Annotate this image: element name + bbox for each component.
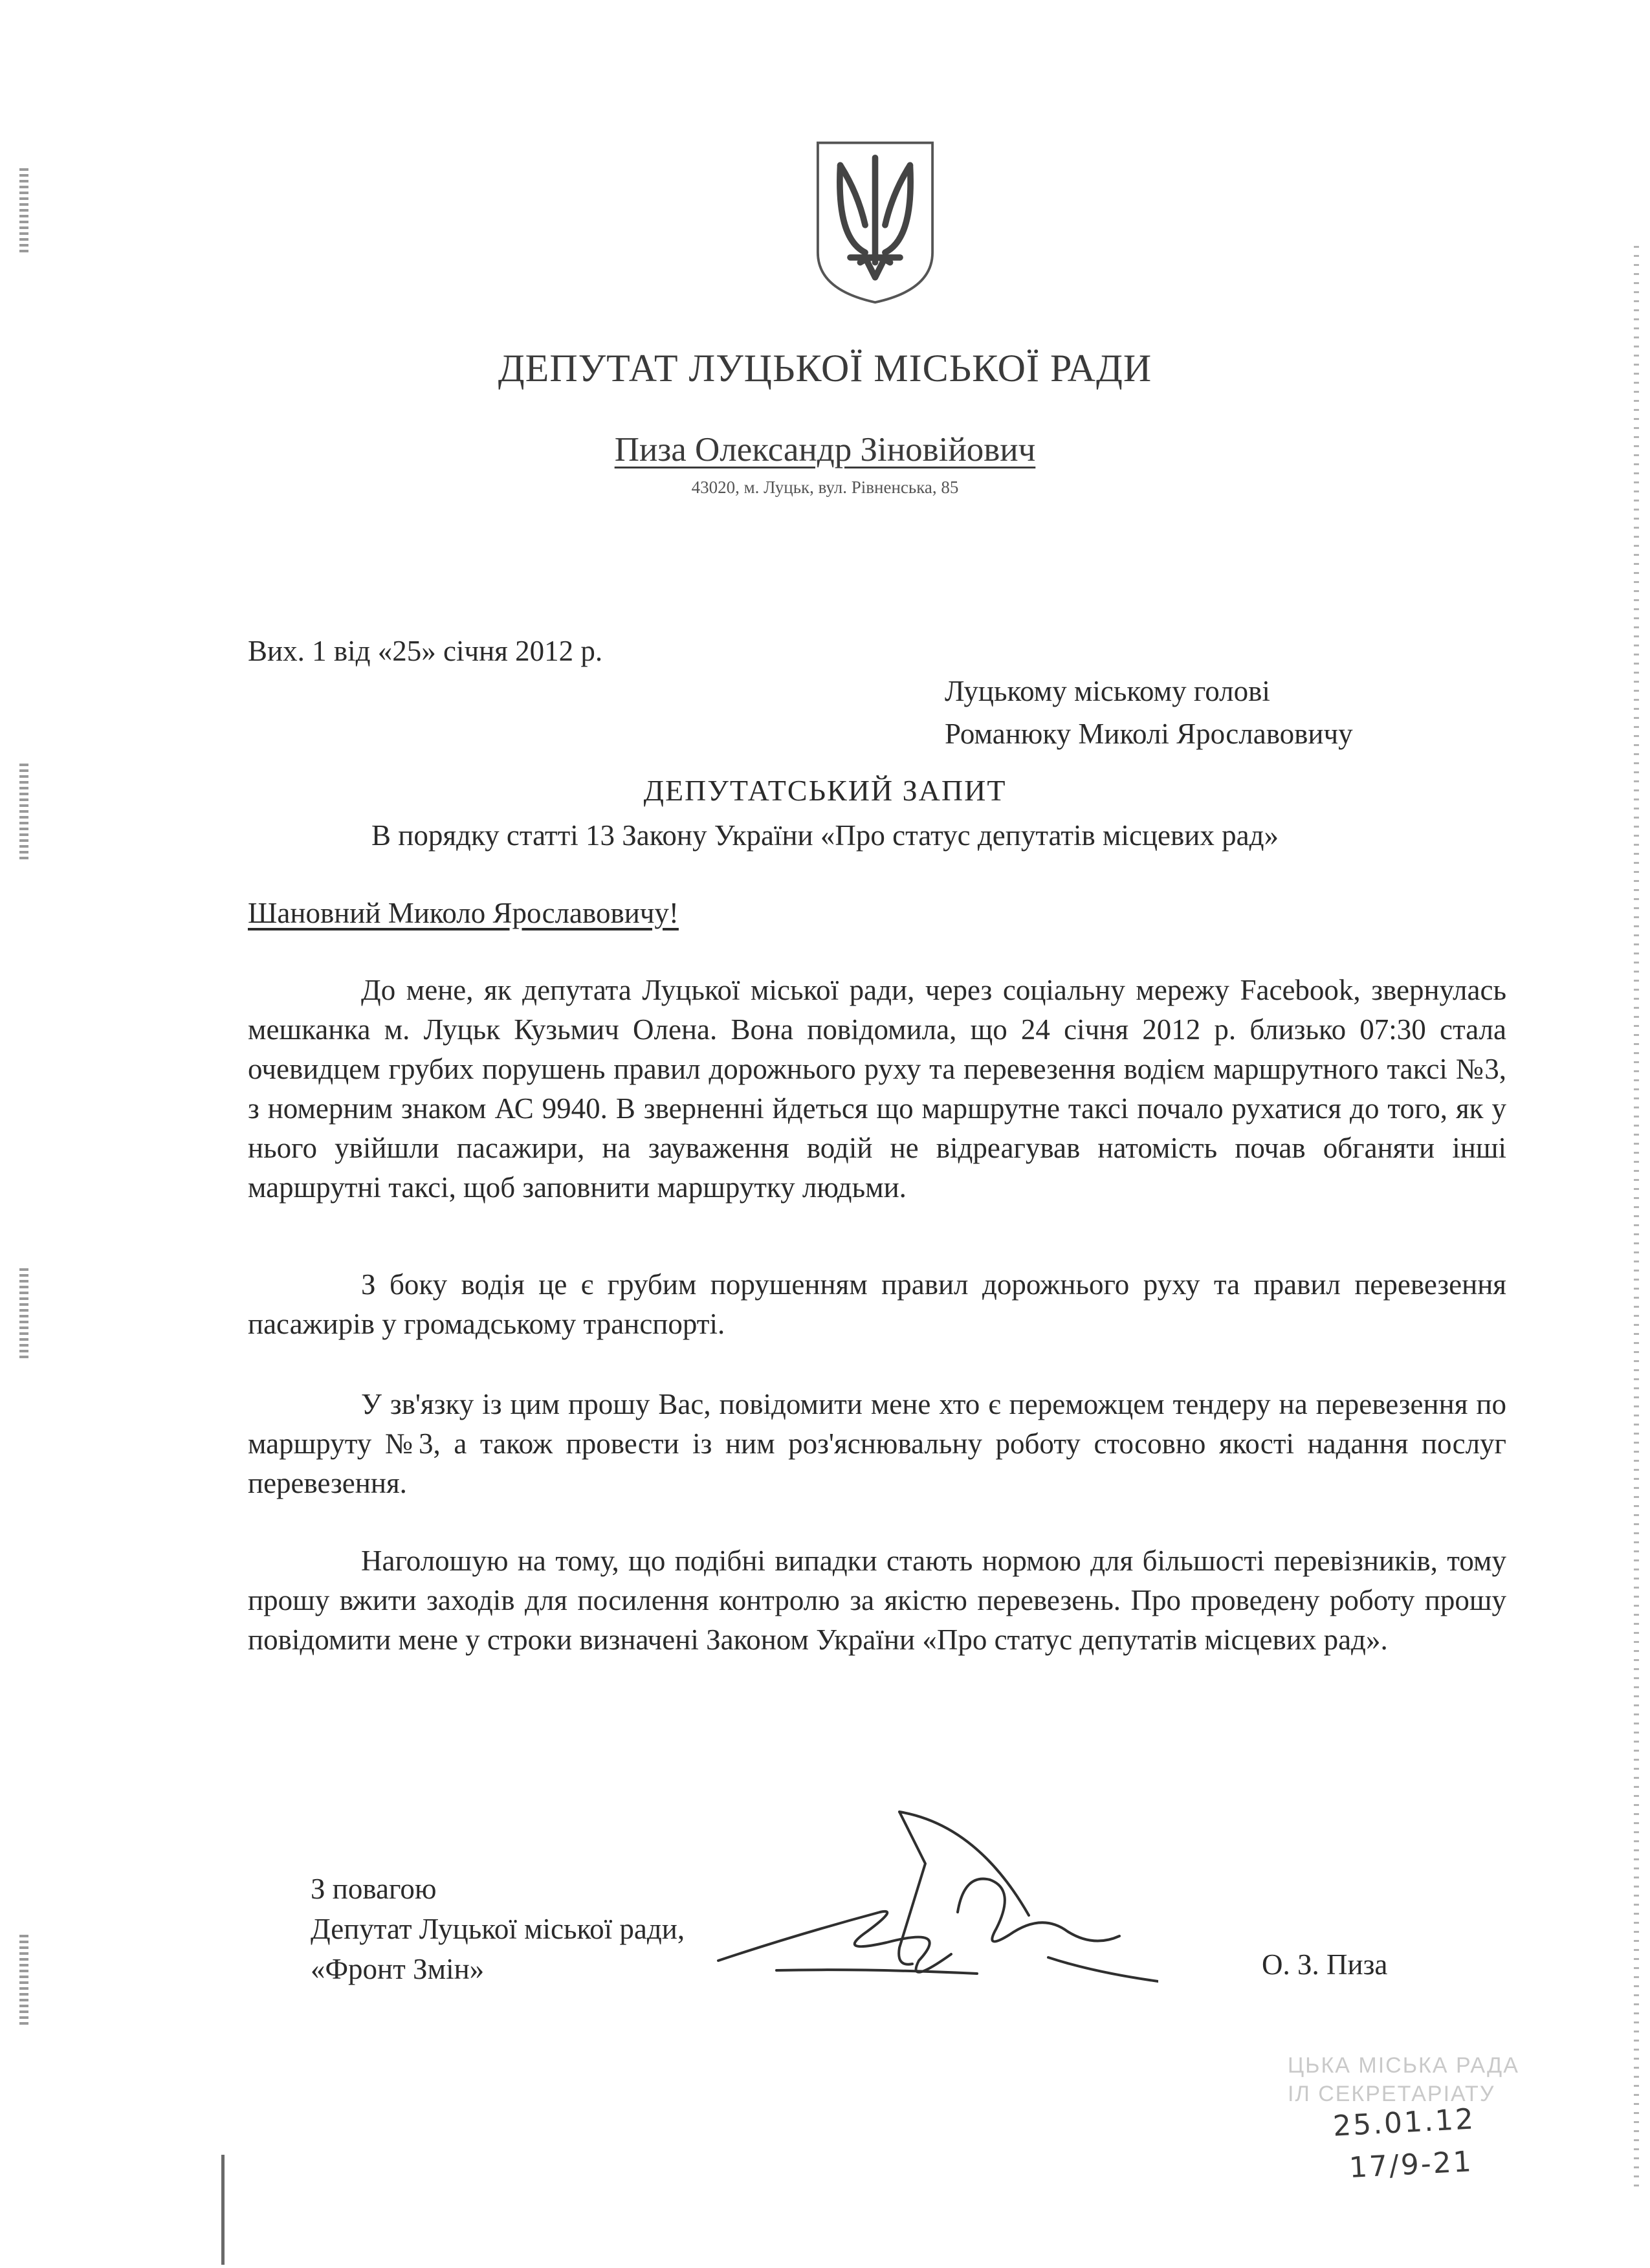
closing-block [311,1869,685,1989]
addressee-position: Луцькому міському голові [945,675,1270,707]
stamp-line-1: ЦЬКА МІСЬКА РАДА [1288,2053,1519,2078]
handwritten-registration-date: 25.01.12 [1332,2102,1477,2143]
body-paragraph-4: Наголошую на тому, що подібні випадки стають нормою для більшості перевізників, тому прошу вжити заходів для посилення контролю за якістю перевезень. Про проведену роботу прошу повідомити мене у строки визначені Законом України «Про статус депутатів місцевих рад». [248,1545,1506,1656]
salutation: Шановний Миколо Ярославовичу! [248,897,679,929]
closing-position: Депутат Луцької міської ради, [311,1913,685,1945]
deputy-name [0,430,1650,469]
outgoing-number-date: Вих. 1 від «25» січня 2012 р. [248,635,603,667]
closing-faction: «Фронт Змін» [311,1953,485,1985]
body-paragraph-1: До мене, як депутата Луцької міської ради, через соціальну мережу Facebook, звернулась мешканка м. Луцьк Кузьмич Олена. Вона повідомила, що 24 січня 2012 р. близько 07:30 стала очевидцем грубих порушень правил дорожнього руху та перевезення водієм маршрутного таксі №3, з номерним знаком АС 9940. В зверненні йдеться що маршрутне таксі почало рухатися до того, як у нього увійшли пасажири, на зауваження водій не відреагував натомість почав обганяти інші маршрутні таксі, щоб заповнити маршрутку людьми. [248,974,1506,1204]
handwritten-signature [705,1799,1158,1999]
addressee-block [945,670,1353,755]
letterhead-title: ДЕПУТАТ ЛУЦЬКОЇ МІСЬКОЇ РАДИ [498,347,1152,390]
stamp-line-2: ІЛ СЕКРЕТАРІАТУ [1288,2082,1495,2106]
scan-edge-mark [19,764,28,861]
body-paragraph-3: У зв'язку із цим прошу Вас, повідомити мене хто є переможцем тендеру на перевезення по маршруту №3, а також провести із ним роз'яснювальну роботу стосовно якості надання послуг перевезення. [248,1388,1506,1499]
addressee-name: Романюку Миколі Ярославовичу [945,718,1353,750]
scan-edge-mark [19,1268,28,1359]
closing-regards: З повагою [311,1873,437,1905]
request-title: ДЕПУТАТСЬКИЙ ЗАПИТ [643,774,1007,807]
handwritten-registration-number: 17/9-21 [1348,2145,1474,2185]
trident-coat-of-arms-icon [812,138,938,306]
signer-name: О. З. Пиза [1262,1948,1388,1981]
scan-right-edge [1634,246,1639,2187]
request-subtitle: В порядку статті 13 Закону України «Про статус депутатів місцевих рад» [371,819,1279,852]
body-paragraph-2: З боку водія це є грубим порушенням правил дорожнього руху та правил перевезення пасажирів у громадському транспорті. [248,1268,1506,1340]
scan-edge-mark [19,168,28,252]
deputy-name-text: Пиза Олександр Зіновійович [614,431,1036,468]
scan-edge-mark [19,1935,28,2025]
margin-pen-line [221,2155,225,2265]
deputy-address: 43020, м. Луцьк, вул. Рівненська, 85 [691,478,959,497]
